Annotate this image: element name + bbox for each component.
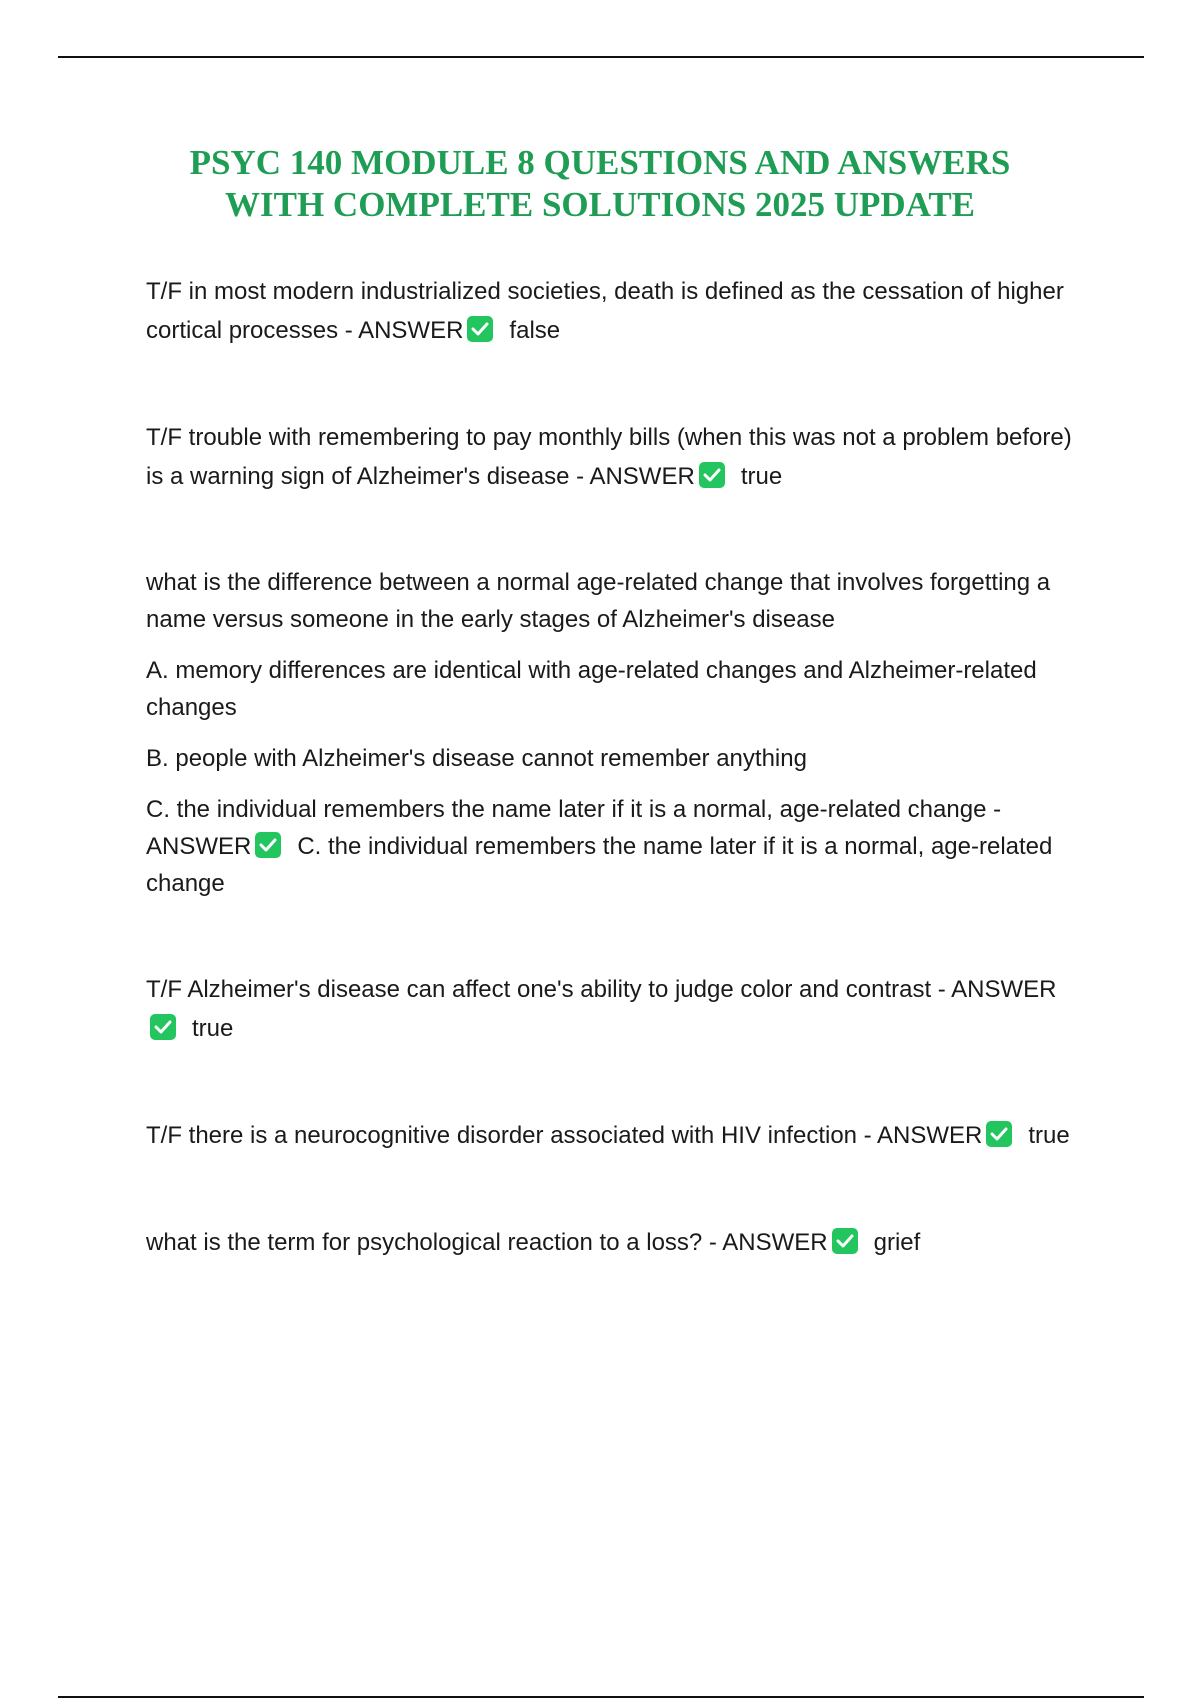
check-mark-icon — [150, 1014, 176, 1040]
title-line-1: PSYC 140 MODULE 8 QUESTIONS AND ANSWERS — [189, 143, 1011, 182]
question-text: T/F in most modern industrialized societies, death is defined as the cessation of higher cortical processes - ANSWER — [146, 278, 1064, 344]
option-c: C. the individual remembers the name later if it is a normal, age-related change - ANSWER — [146, 796, 1002, 860]
qa-item-1 — [146, 272, 1076, 350]
option-c-with-answer — [146, 791, 1076, 902]
qa-item-3 — [146, 564, 1076, 902]
answer-text: false — [509, 317, 561, 344]
qa-item-6 — [146, 1223, 1076, 1262]
option-b: B. people with Alzheimer's disease cannot remember anything — [146, 745, 807, 772]
answer-text: true — [740, 463, 783, 490]
question-text: what is the term for psychological reaction to a loss? - ANSWER — [146, 1229, 828, 1256]
question-text: T/F there is a neurocognitive disorder associated with HIV infection - ANSWER — [146, 1122, 983, 1149]
answer-text: true — [1028, 1122, 1070, 1149]
qa-item-4 — [146, 970, 1076, 1048]
qa-list — [146, 272, 1076, 1262]
title-line-2: WITH COMPLETE SOLUTIONS 2025 UPDATE — [224, 185, 976, 224]
check-mark-icon — [699, 462, 725, 488]
bottom-rule — [58, 1696, 1144, 1698]
check-mark-icon — [255, 832, 281, 858]
check-mark-icon — [467, 316, 493, 342]
qa-item-5 — [146, 1116, 1076, 1155]
answer-text: grief — [873, 1229, 921, 1256]
check-mark-icon — [832, 1228, 858, 1254]
answer-text: true — [192, 1015, 234, 1042]
question-text: T/F Alzheimer's disease can affect one's ability to judge color and contrast - ANSWER — [146, 976, 1057, 1003]
question-text: T/F trouble with remembering to pay monthly bills (when this was not a problem before) is a warning sign of Alzheimer's disease - ANSWER — [146, 424, 1072, 490]
document-title — [100, 142, 1100, 226]
check-mark-icon — [986, 1121, 1012, 1147]
top-rule — [58, 56, 1144, 58]
option-a: A. memory differences are identical with age-related changes and Alzheimer-related changes — [146, 657, 1037, 721]
question-text: what is the difference between a normal age-related change that involves forgetting a name versus someone in the early stages of Alzheimer's disease — [146, 569, 1051, 633]
answer-text: C. the individual remembers the name later if it is a normal, age-related change — [146, 833, 1053, 897]
qa-item-2 — [146, 418, 1076, 496]
